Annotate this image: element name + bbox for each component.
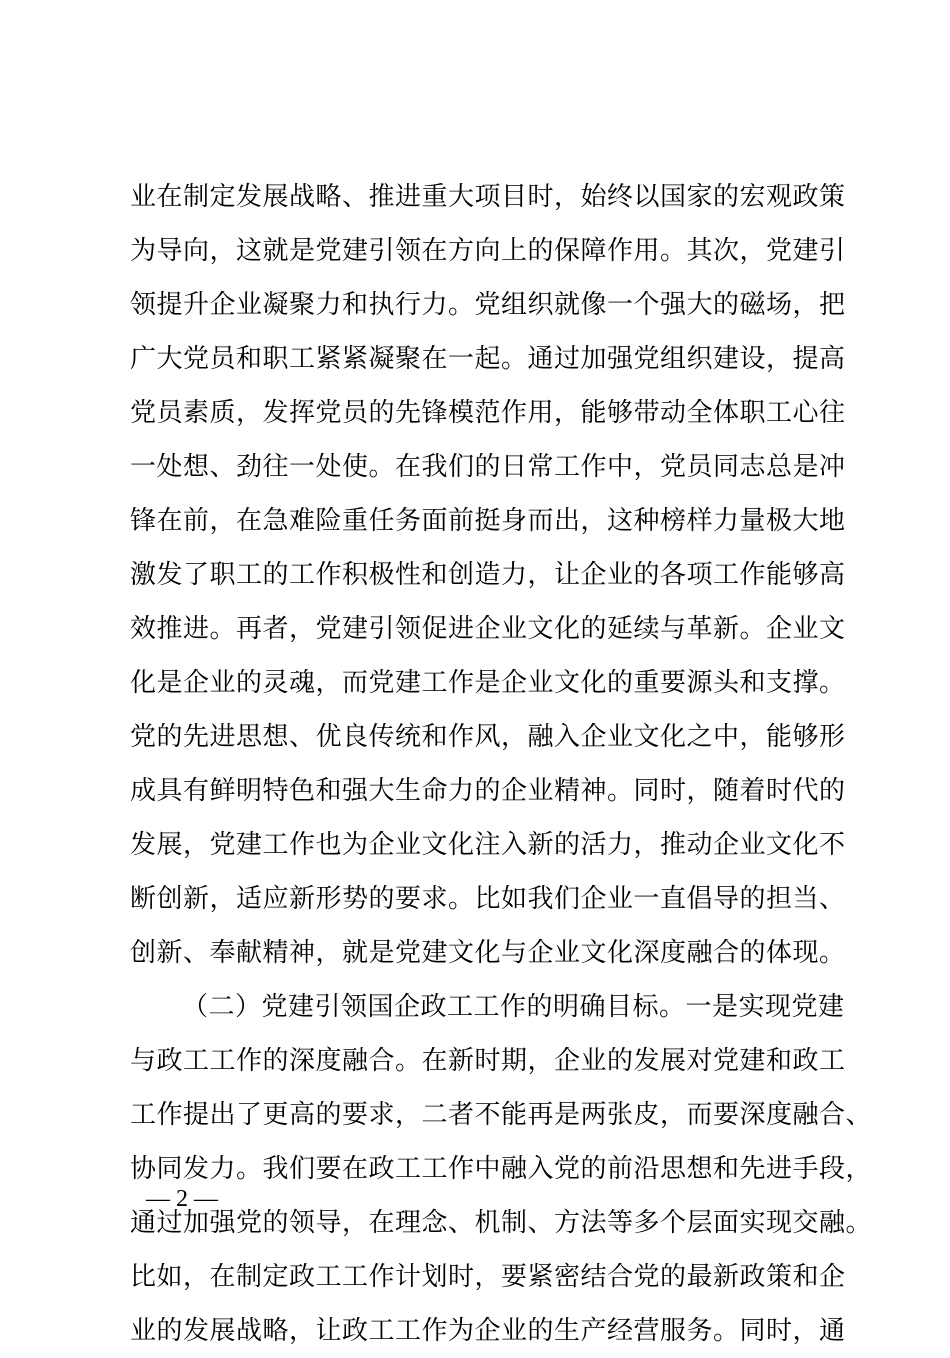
text-line: 成具有鲜明特色和强大生命力的企业精神。同时，随着时代的 [130,776,846,806]
text-line: 与政工工作的深度融合。在新时期，企业的发展对党建和政工 [130,1046,846,1076]
text-line: 领提升企业凝聚力和执行力。党组织就像一个强大的磁场，把 [130,290,846,320]
text-line: 一处想、劲往一处使。在我们的日常工作中，党员同志总是冲 [130,452,846,482]
text-line: 业在制定发展战略、推进重大项目时，始终以国家的宏观政策 [130,182,846,212]
body-text [130,170,873,1358]
text-line: 广大党员和职工紧紧凝聚在一起。通过加强党组织建设，提高 [130,344,846,374]
text-line: 工作提出了更高的要求，二者不能再是两张皮，而要深度融合、 [130,1100,873,1130]
text-line: 断创新，适应新形势的要求。比如我们企业一直倡导的担当、 [130,884,846,914]
text-line: 创新、奉献精神，就是党建文化与企业文化深度融合的体现。 [130,938,846,968]
text-line: 比如，在制定政工工作计划时，要紧密结合党的最新政策和企 [130,1262,846,1292]
text-line: 通过加强党的领导，在理念、机制、方法等多个层面实现交融。 [130,1208,873,1238]
text-line: 业的发展战略，让政工工作为企业的生产经营服务。同时，通 [130,1316,846,1346]
section-heading-line: （二）党建引领国企政工工作的明确目标。一是实现党建 [182,992,845,1022]
text-line: 党员素质，发挥党员的先锋模范作用，能够带动全体职工心往 [130,398,846,428]
text-line: 激发了职工的工作积极性和创造力，让企业的各项工作能够高 [130,560,846,590]
text-line: 协同发力。我们要在政工工作中融入党的前沿思想和先进手段， [130,1154,873,1184]
text-line: 党的先进思想、优良传统和作风，融入企业文化之中，能够形 [130,722,846,752]
page-number: — 2 — [146,1186,218,1212]
text-line: 效推进。再者，党建引领促进企业文化的延续与革新。企业文 [130,614,846,644]
text-line: 发展，党建工作也为企业文化注入新的活力，推动企业文化不 [130,830,846,860]
text-line: 为导向，这就是党建引领在方向上的保障作用。其次，党建引 [130,236,846,266]
text-line: 化是企业的灵魂，而党建工作是企业文化的重要源头和支撑。 [130,668,846,698]
text-line: 锋在前，在急难险重任务面前挺身而出，这种榜样力量极大地 [130,506,846,536]
